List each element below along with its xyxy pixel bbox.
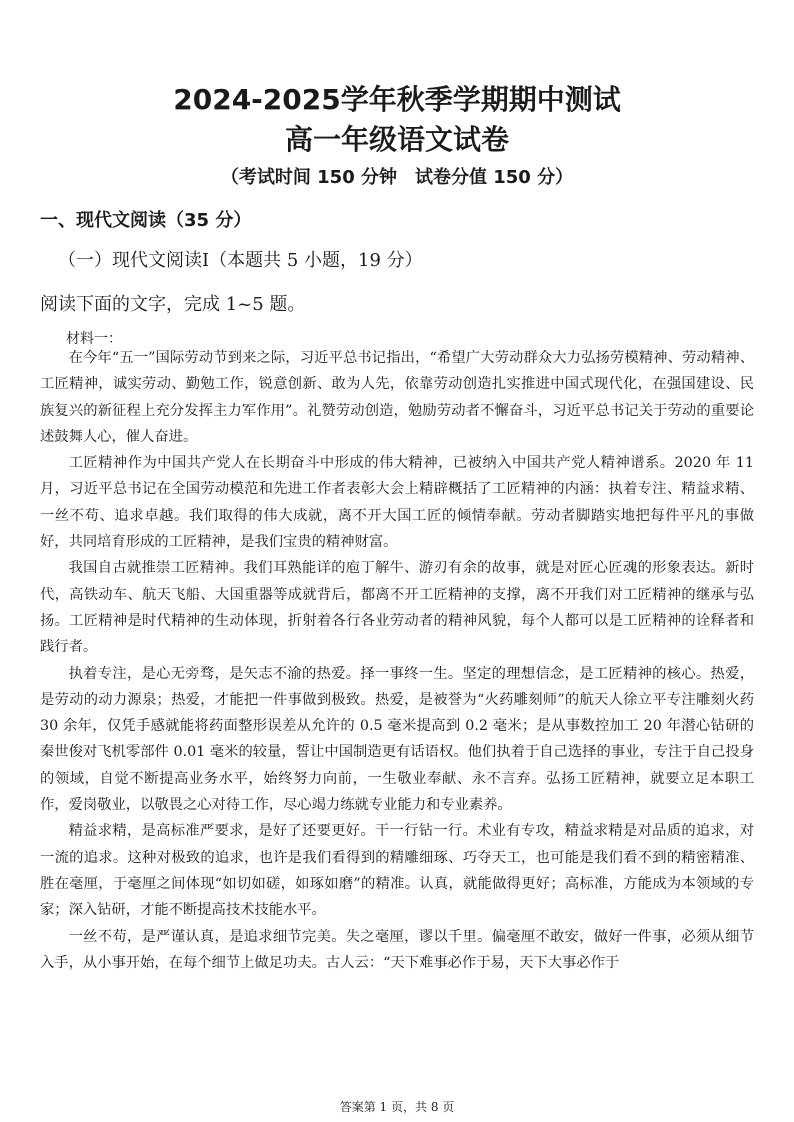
passage-paragraph: 工匠精神作为中国共产党人在长期奋斗中形成的伟大精神，已被纳入中国共产党人精神谱系。2020 年 11 月，习近平总书记在全国劳动模范和先进工作者表彰大会上精辟概括了工匠精神的内涵：执着专注、精益求精、一丝不苟、追求卓越。我们取得的伟大成就，离不开大国工匠的倾情奉献。劳动者脚踏实地把每件平凡的事做好，共同培育形成的工匠精神，是我们宝贵的精神财富。 <box>40 455 754 551</box>
page-footer: 答案第 1 页，共 8 页 <box>339 1100 455 1114</box>
reading-passage <box>40 345 754 976</box>
passage-paragraph: 执着专注，是心无旁骛，是矢志不渝的热爱。择一事终一生。坚定的理想信念，是工匠精神的核心。热爱，是劳动的动力源泉；热爱，才能把一件事做到极致。热爱，是被誉为“火药雕刻师”的航天人徐立平专注雕刻火药 30 余年，仅凭手感就能将药面整形误差从允许的 0.5 毫米提高到 0.2 毫米；是从事数控加工 20 年潜心钻研的秦世俊对飞机零部件 0.01 毫米的较量，誓让中国制造更有话语权。他们执着于自己选择的事业，专注于自己投身的领域，自觉不断提高业务水平，始终努力向前，一生敬业奉献、永不言弃。弘扬工匠精神，就要立足本职工作，爱岗敬业，以敬畏之心对待工作，尽心竭力练就专业能力和专业素养。 <box>40 665 754 814</box>
subsection-heading: （一）现代文阅读Ⅰ（本题共 5 小题，19 分） <box>58 250 423 271</box>
exam-title: 2024-2025学年秋季学期期中测试 <box>173 83 621 116</box>
exam-subject-title: 高一年级语文试卷 <box>284 123 509 156</box>
passage-paragraph: 在今年“五一”国际劳动节到来之际，习近平总书记指出，“希望广大劳动群众大力弘扬劳模精神、劳动精神、工匠精神，诚实劳动、勤勉工作，锐意创新、敢为人先，依靠劳动创造扎实推进中国式现代化，在强国建设、民族复兴的新征程上充分发挥主力军作用”。礼赞劳动创造，勉励劳动者不懈奋斗，习近平总书记关于劳动的重要论述鼓舞人心，催人奋进。 <box>40 350 754 445</box>
passage-paragraph: 我国自古就推崇工匠精神。我们耳熟能详的庖丁解牛、游刃有余的故事，就是对匠心匠魂的形象表达。新时代，高铁动车、航天飞船、大国重器等成就背后，都离不开工匠精神的支撑，离不开我们对工匠精神的继承与弘扬。工匠精神是时代精神的生动体现，折射着各行各业劳动者的精神风貌，每个人都可以是工匠精神的诠释者和践行者。 <box>40 560 754 656</box>
material-label: 材料一： <box>66 331 122 347</box>
reading-instruction: 阅读下面的文字，完成 1~5 题。 <box>40 294 306 315</box>
passage-paragraph: 一丝不苟，是严谨认真，是追求细节完美。失之毫厘，谬以千里。偏毫厘不敢安，做好一件事，必须从细节入手，从小事开始，在每个细节上做足功夫。古人云：“天下难事必作于易，天下大事必作于 <box>40 928 754 971</box>
passage-paragraph: 精益求精，是高标准严要求，是好了还要更好。干一行钻一行。术业有专攻，精益求精是对品质的追求，对一流的追求。这种对极致的追求，也许是我们看得到的精雕细琢、巧夺天工，也可能是我们看不到的精密精准、胜在毫厘，于毫厘之间体现“如切如磋，如琢如磨”的精准。认真，就能做得更好；高标准，方能成为本领域的专家；深入钻研，才能不断提高技术技能水平。 <box>40 823 754 919</box>
section-heading: 一、现代文阅读（35 分） <box>40 210 252 231</box>
exam-time-score-note: （考试时间 150 分钟 试卷分值 150 分） <box>220 167 574 188</box>
